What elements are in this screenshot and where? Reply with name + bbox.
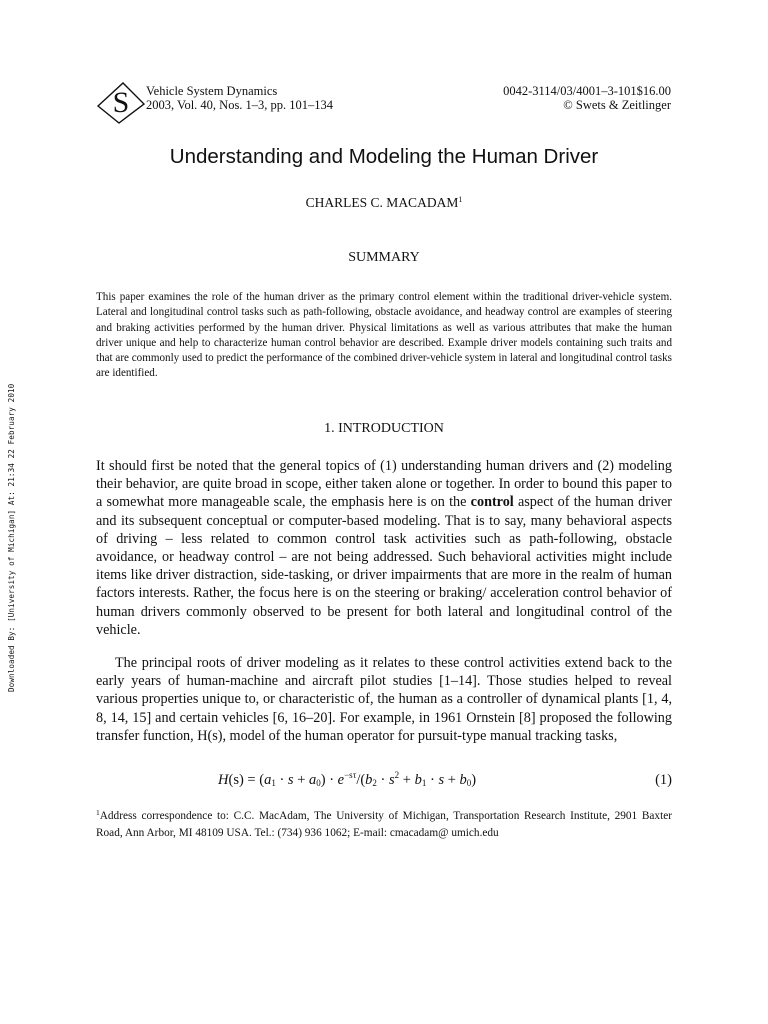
volume-info: 2003, Vol. 40, Nos. 1–3, pp. 101–134 <box>146 98 334 112</box>
journal-info <box>146 84 333 112</box>
transfer-function-equation: $H(s) = (a_1 \cdot s + a_0) \cdot e^{-s\tau}/(b_2 \cdot s^2 + b_1 \cdot s + b_0)$ <box>218 770 477 788</box>
intro-paragraph-1: It should first be noted that the general topics of (1) understanding human drivers and (2) modeling their behavior, are quite broad in scope, either taken alone or together. In order to bound this paper to a somewhat more manageable scale, the emphasis here is on the control aspect of the human driver and its subsequent conceptual or computer-based modeling. That is to say, many behavioral aspects of driving – less related to common control task activities such as path-following, obstacle avoidance, or headway control – are not being addressed. Such behavioral activities might include items like driver distraction, side-tasking, or driver impairments that are more in the realm of human factors interests. Rather, the focus here is on the steering or braking/ acceleration control behavior of human drivers commonly observed to be present for both lateral and longitudinal control of the vehicle. <box>96 458 672 638</box>
intro-paragraph-2: The principal roots of driver modeling as it relates to these control activities extend back to the early years of human-machine and aircraft pilot studies [1–14]. Those studies helped to reveal various properties unique to, or characteristic of, the human as a controller of dynamical plants [1, 4, 8, 14, 15] and certain vehicles [6, 16–20]. For example, in 1961 Ornstein [8] proposed the following transfer function, H(s), model of the human operator for pursuit-type manual tracking tasks, <box>96 655 672 744</box>
footnote-mark: 1 <box>96 808 100 817</box>
issn-info <box>503 84 671 112</box>
footnote-text: Address correspondence to: C.C. MacAdam, The University of Michigan, Transportation Research Institute, 2901 Baxter Road, Ann Arbor, MI 48109 USA. Tel.: (734) 936 1062; E-mail: cmacadam@ umich.edu <box>96 810 672 839</box>
paper-title: Understanding and Modeling the Human Driver <box>169 145 599 168</box>
introduction-heading: 1. INTRODUCTION <box>324 421 444 436</box>
author-name: CHARLES C. MACADAM <box>305 195 459 210</box>
author-line <box>0 195 768 211</box>
publisher-logo <box>96 82 146 124</box>
journal-name: Vehicle System Dynamics <box>146 84 278 98</box>
issn-price: 0042-3114/03/4001–3-101$16.00 <box>503 84 671 98</box>
download-note: Downloaded By: [University of Michigan] At: 21:34 22 February 2010 <box>7 383 16 692</box>
equation-number: (1) <box>655 772 672 788</box>
download-watermark <box>0 330 14 692</box>
copyright: © Swets & Zeitlinger <box>563 98 671 112</box>
author-footnote-mark: 1 <box>458 195 463 204</box>
emphasis-control: control <box>470 494 514 511</box>
summary-text: This paper examines the role of the human driver as the primary control element within the traditional driver-vehicle system. Lateral and longitudinal control tasks such as path-following, obstacle avoidance, and headway control are examples of steering and braking activities performed by the human driver. Physical limitations as well as various attributes that make the human driver unique and help to characterize human control behavior are described. Example driver models containing such traits and that are commonly used to predict the performance of the combined driver-vehicle system in lateral and longitudinal control tasks are identified. <box>96 291 672 380</box>
logo-letter: S <box>112 86 130 119</box>
footnote <box>96 808 672 842</box>
equation-1 <box>96 770 672 790</box>
summary-heading: SUMMARY <box>348 250 420 265</box>
